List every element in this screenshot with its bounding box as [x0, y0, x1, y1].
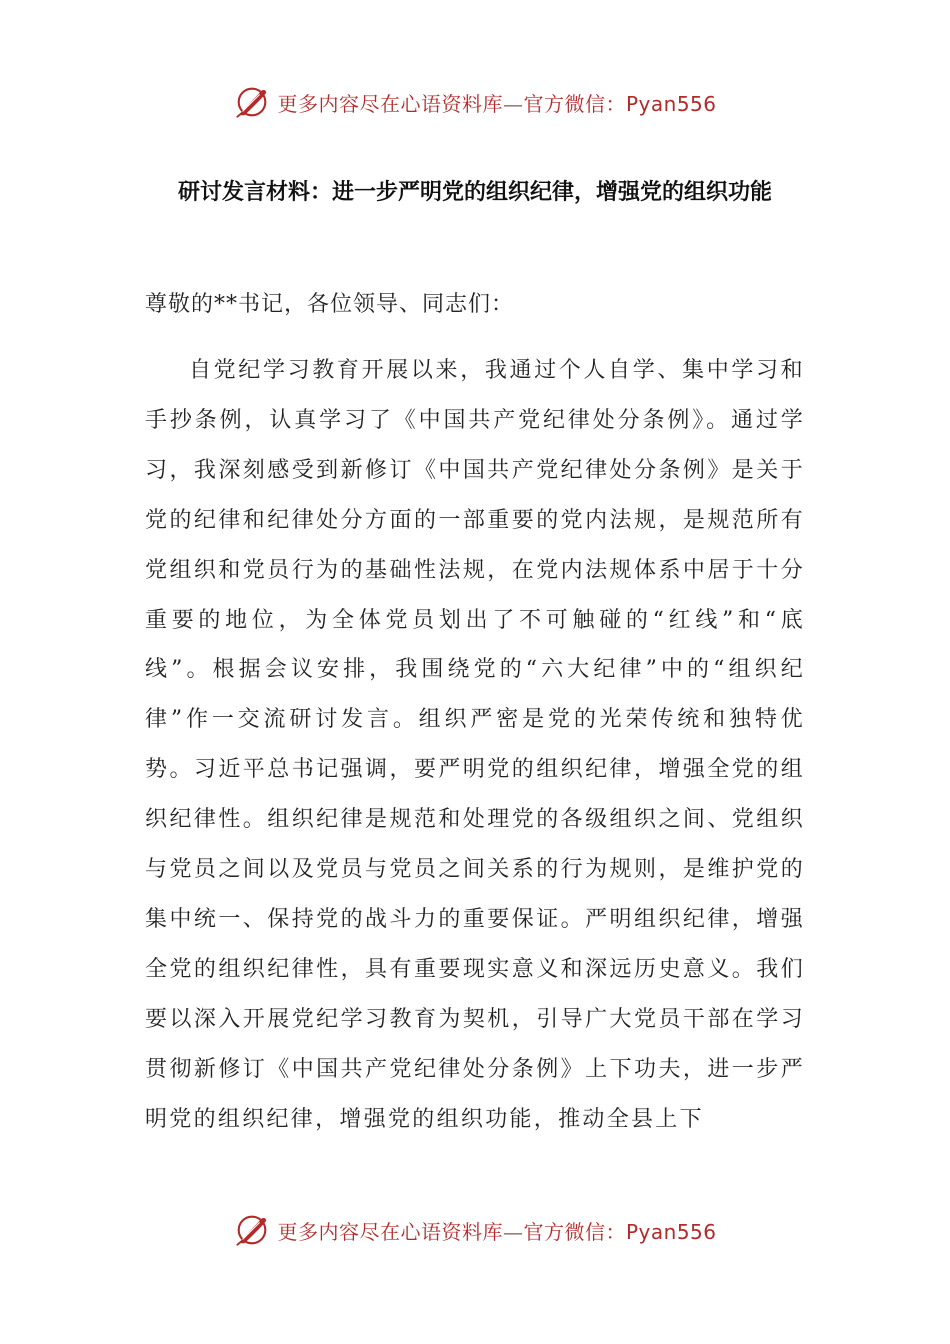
document-salutation: 尊敬的**书记，各位领导、同志们：	[145, 292, 515, 317]
quill-pen-logo-icon	[233, 83, 271, 121]
document-paragraph: 自党纪学习教育开展以来，我通过个人自学、集中学习和手抄条例，认真学习了《中国共产党纪律处分条例》。通过学习，我深刻感受到新修订《中国共产党纪律处分条例》是关于党的纪律和纪律处分方面的一部重要的党内法规，是规范所有党组织和党员行为的基础性法规，在党内法规体系中居于十分重要的地位，为全体党员划出了不可触碰的“红线”和“底线”。根据会议安排，我围绕党的“六大纪律”中的“组织纪律”作一交流研讨发言。组织严密是党的光荣传统和独特优势。习近平总书记强调，要严明党的组织纪律，增强全党的组织纪律性。组织纪律是规范和处理党的各级组织之间、党组织与党员之间以及党员与党员之间关系的行为规则，是维护党的集中统一、保持党的战斗力的重要保证。严明组织纪律，增强全党的组织纪律性，具有重要现实意义和深远历史意义。我们要以深入开展党纪学习教育为契机，引导广大党员干部在学习贯彻新修订《中国共产党纪律处分条例》上下功夫，进一步严明党的组织纪律，增强党的组织功能，推动全县上下	[145, 358, 805, 1132]
watermark-dash: —	[502, 1219, 524, 1244]
watermark-official-label: 官方微信：	[523, 1219, 626, 1244]
header-watermark-banner	[0, 80, 950, 124]
watermark-wechat-id: Pyan556	[625, 1219, 717, 1244]
watermark-official-label: 官方微信：	[523, 91, 626, 116]
watermark-site-name: 更多内容尽在心语资料库	[277, 91, 503, 116]
watermark-text	[277, 1216, 716, 1245]
document-title: 研讨发言材料：进一步严明党的组织纪律，增强党的组织功能	[177, 180, 772, 205]
footer-watermark-banner	[0, 1208, 950, 1252]
watermark-text	[277, 88, 716, 117]
watermark-dash: —	[502, 91, 524, 116]
quill-pen-logo-icon	[233, 1211, 271, 1249]
watermark-site-name: 更多内容尽在心语资料库	[277, 1219, 503, 1244]
watermark-wechat-id: Pyan556	[625, 91, 717, 116]
